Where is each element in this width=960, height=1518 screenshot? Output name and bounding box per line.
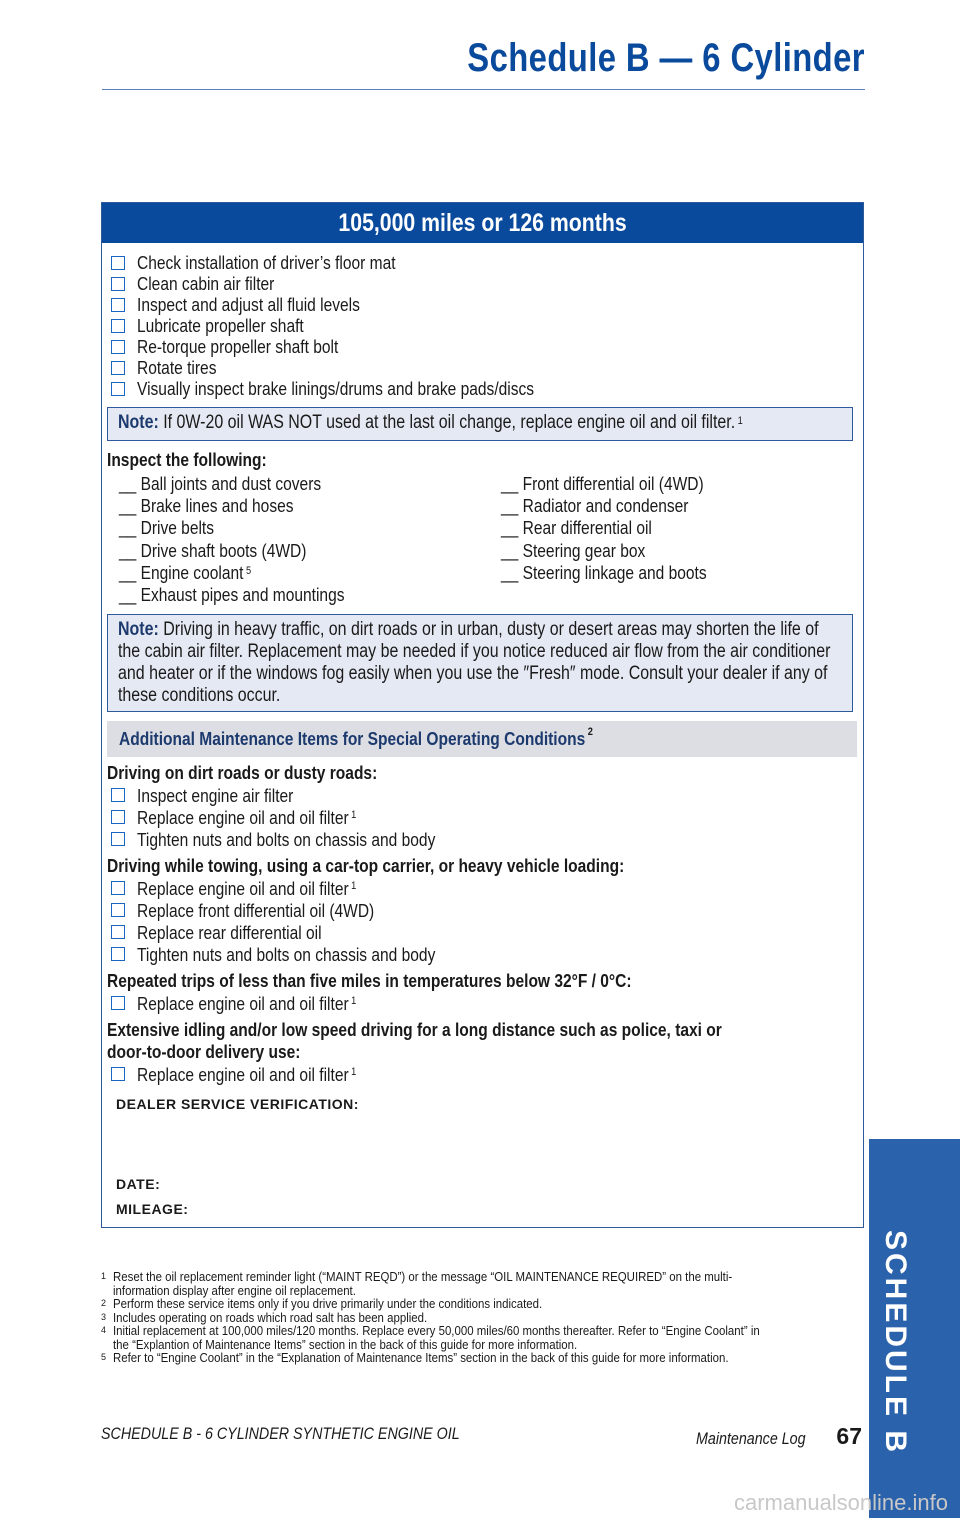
checklist-item: Replace front differential oil (4WD) xyxy=(111,899,857,921)
title-divider xyxy=(102,89,865,90)
inspect-item: __ Ball joints and dust covers xyxy=(119,473,322,494)
additional-maintenance-heading: Additional Maintenance Items for Special Operating Conditions $^2$ xyxy=(107,721,857,757)
inspect-list-right xyxy=(501,473,746,584)
inspect-item: __ Engine coolant $^5$ xyxy=(119,561,252,583)
footnote: 5 Refer to “Engine Coolant” in the “Explanation of Maintenance Items” section in the back of this guide for more information. xyxy=(101,1350,729,1365)
checkbox[interactable] xyxy=(111,298,125,312)
inspect-item: __ Front differential oil (4WD) xyxy=(501,473,704,494)
checkbox[interactable] xyxy=(111,277,125,291)
special-conditions xyxy=(107,762,857,1085)
inspect-item: __ Steering linkage and boots xyxy=(501,561,707,583)
checklist-item: Inspect and adjust all fluid levels xyxy=(111,294,610,315)
checklist-item: Inspect engine air filter xyxy=(111,784,857,806)
footnote: 2 Perform these service items only if you drive primarily under the conditions indicated. xyxy=(101,1296,543,1311)
checkbox[interactable] xyxy=(111,947,125,961)
condition-heading: Extensive idling and/or low speed driving for a long distance such as police, taxi or door-to-door delivery use: xyxy=(107,1019,722,1062)
checkbox[interactable] xyxy=(111,340,125,354)
checkbox[interactable] xyxy=(111,788,125,802)
maintenance-interval-box xyxy=(101,202,864,1228)
interval-header: 105,000 miles or 126 months xyxy=(102,203,863,243)
inspect-item: __ Radiator and condenser xyxy=(501,495,689,517)
watermark: carmanualsonline.info xyxy=(733,1490,948,1515)
checkbox[interactable] xyxy=(111,996,125,1010)
condition-checklist xyxy=(107,877,857,965)
inspect-item: __ Drive belts xyxy=(119,517,215,539)
checklist-item: Tighten nuts and bolts on chassis and body xyxy=(111,943,857,965)
checklist-item: Check installation of driver’s floor mat xyxy=(111,252,610,273)
oil-note: Note: If 0W-20 oil WAS NOT used at the last oil change, replace engine oil and oil filter. $^1$ xyxy=(107,407,853,441)
checkbox[interactable] xyxy=(111,382,125,396)
side-tab-label: SCHEDULE B xyxy=(879,1230,912,1456)
checklist-item: Replace engine oil and oil filter $^1$ xyxy=(111,877,857,899)
checkbox[interactable] xyxy=(111,832,125,846)
date-label: DATE: xyxy=(116,1176,161,1192)
checkbox[interactable] xyxy=(111,903,125,917)
inspect-item: __ Steering gear box xyxy=(501,539,646,561)
dealer-verification-label: DEALER SERVICE VERIFICATION: xyxy=(116,1096,359,1112)
interval-checklist xyxy=(111,252,610,399)
condition-checklist xyxy=(107,1063,857,1085)
checklist-item: Replace engine oil and oil filter $^1$ xyxy=(111,992,857,1014)
footnote: 1 Reset the oil replacement reminder light (“MAINT REQD”) or the message “OIL MAINTENANCE REQUIRED” on the multi-information display after engine oil replacement. xyxy=(101,1269,733,1298)
inspect-item: __ Rear differential oil xyxy=(501,517,652,539)
condition-heading: Repeated trips of less than five miles in temperatures below 32°F / 0°C: xyxy=(107,970,632,991)
checkbox[interactable] xyxy=(111,810,125,824)
inspect-heading: Inspect the following: xyxy=(107,449,267,470)
footer-page-info xyxy=(696,1423,862,1450)
mileage-label: MILEAGE: xyxy=(116,1201,189,1217)
checklist-item: Lubricate propeller shaft xyxy=(111,315,610,336)
checklist-item: Replace rear differential oil xyxy=(111,921,857,943)
cabin-filter-note: Note: Driving in heavy traffic, on dirt roads or in urban, dusty or desert areas may shorten the life of the cabin air filter. Replacement may be needed if you notice reduced air flow from the air conditioner and heater or if the windows fog easily when you use the ″Fresh″ mode. Consult your dealer if any of these conditions occur. xyxy=(107,614,853,712)
condition-checklist xyxy=(107,784,857,850)
inspect-item: __ Exhaust pipes and mountings xyxy=(119,583,345,605)
checklist-item: Tighten nuts and bolts on chassis and body xyxy=(111,828,857,850)
checklist-item: Visually inspect brake linings/drums and brake pads/discs xyxy=(111,378,610,399)
page-number: 67 xyxy=(836,1423,862,1449)
checkbox[interactable] xyxy=(111,881,125,895)
condition-checklist xyxy=(107,992,857,1014)
inspect-item: __ Drive shaft boots (4WD) xyxy=(119,539,307,561)
footnote: 4 Initial replacement at 100,000 miles/120 months. Replace every 50,000 miles/60 months thereafter. Refer to “Engine Coolant” in the “Explantion of Maintenance Items” section in the back of this guide for more information. xyxy=(101,1323,760,1352)
checkbox[interactable] xyxy=(111,319,125,333)
footnotes xyxy=(101,1270,861,1365)
checkbox[interactable] xyxy=(111,925,125,939)
condition-heading: Driving while towing, using a car-top carrier, or heavy vehicle loading: xyxy=(107,855,625,876)
checkbox[interactable] xyxy=(111,361,125,375)
footer-schedule-label: SCHEDULE B - 6 CYLINDER SYNTHETIC ENGINE OIL xyxy=(101,1424,460,1443)
checkbox[interactable] xyxy=(111,1067,125,1081)
checklist-item: Rotate tires xyxy=(111,357,610,378)
checklist-item: Re-torque propeller shaft bolt xyxy=(111,336,610,357)
condition-heading: Driving on dirt roads or dusty roads: xyxy=(107,762,378,783)
checklist-item: Clean cabin air filter xyxy=(111,273,610,294)
inspect-list-left xyxy=(119,473,387,606)
checkbox[interactable] xyxy=(111,256,125,270)
footnote: 3 Includes operating on roads which road salt has been applied. xyxy=(101,1309,428,1325)
page-title: Schedule B — 6 Cylinder xyxy=(467,36,865,80)
checklist-item: Replace engine oil and oil filter $^1$ xyxy=(111,806,857,828)
footer-log-label: Maintenance Log xyxy=(695,1429,806,1448)
checklist-item: Replace engine oil and oil filter $^1$ xyxy=(111,1063,857,1085)
inspect-item: __ Brake lines and hoses xyxy=(119,495,294,517)
